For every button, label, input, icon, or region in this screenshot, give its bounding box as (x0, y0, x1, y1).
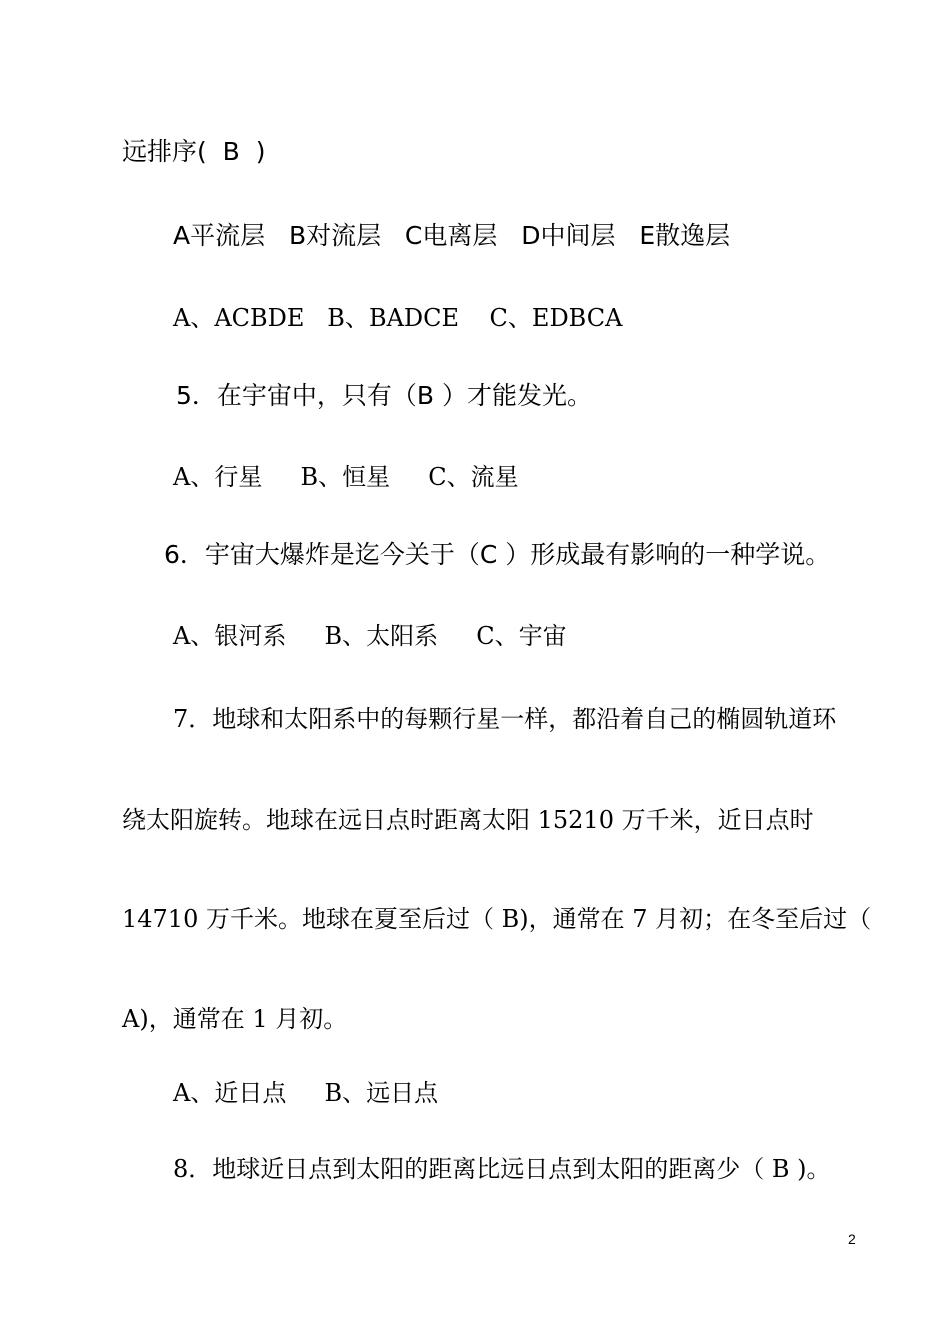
question-6-options: A、银河系 B、太阳系 C、宇宙 (173, 622, 567, 650)
question-6-stem: 6．宇宙大爆炸是迄今关于（C ）形成最有影响的一种学说。 (164, 540, 831, 569)
question-7-stem-line-2: 绕太阳旋转。地球在远日点时距离太阳 15210 万千米，近日点时 (122, 806, 814, 834)
question-4-options: A、ACBDE B、BADCE C、EDBCA (173, 304, 623, 332)
question-7-stem-line-3: 14710 万千米。地球在夏至后过（ B)，通常在 7 月初；在冬至后过（ (122, 905, 872, 933)
page-number: 2 (848, 1231, 856, 1247)
question-5-stem: 5．在宇宙中，只有（B ）才能发光。 (176, 381, 593, 410)
question-5-options: A、行星 B、恒星 C、流星 (173, 463, 519, 491)
question-7-options: A、近日点 B、远日点 (173, 1079, 439, 1107)
question-8-stem: 8．地球近日点到太阳的距离比远日点到太阳的距离少（ B )。 (173, 1155, 831, 1183)
question-7-stem-line-4: A)，通常在 1 月初。 (122, 1005, 348, 1033)
question-4-layers: A平流层 B对流层 C电离层 D中间层 E散逸层 (173, 221, 731, 250)
question-7-stem-line-1: 7．地球和太阳系中的每颗行星一样，都沿着自己的椭圆轨道环 (173, 705, 837, 733)
question-4-stem-continued: 远排序( B ) (122, 137, 266, 166)
